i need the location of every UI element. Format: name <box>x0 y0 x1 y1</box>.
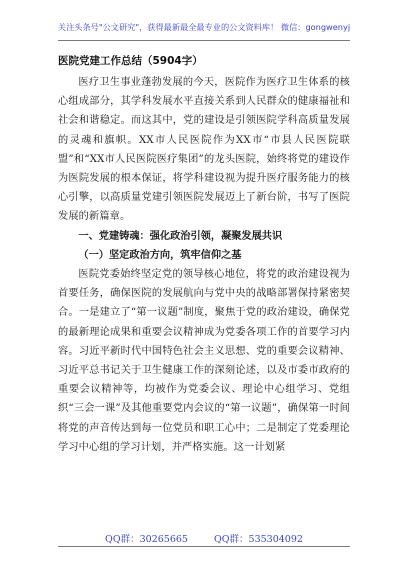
footer-contacts <box>0 531 408 545</box>
subsection-paragraph: 医院党委始终坚定党的领导核心地位，将党的政治建设视为首要任务，确保医院的发展航向与党中央的战略部署保持紧密契合。一是建立了“第一议题”制度，聚焦于党的政治建设，确保党的最新理论成果和重要会议精神成为党委各项工作的首要学习内容。习近平新时代中国特色社会主义思想、党的重要会议精神、习近平总书记关于卫生健康工作的深刻论述，以及市委市政府的重要会议精神等，均被作为党委会议、理论中心组学习、党组织“三会一课”及其他重要党内会议的“第一议题”，确保第一时间将党的声音传达到每一位党员和职工心中；二是制定了党委理论学习中心组的学习计划，并严格实施。这一计划紧 <box>58 269 350 453</box>
footer-qq-group-1: QQ群：30265665 <box>105 534 188 545</box>
header-notice: 关注头条号"公文研究"，获得最新最全最专业的公文资料库！ 微信：gongwenyj <box>57 22 351 32</box>
subsection-heading: （一）坚定政治方向，筑牢信仰之基 <box>78 249 242 261</box>
footer-divider <box>58 546 350 547</box>
section-heading: 一、党建铸魂：强化政治引领，凝聚发展共识 <box>78 230 283 242</box>
intro-paragraph: 医疗卫生事业蓬勃发展的今天，医院作为医疗卫生体系的核心组成部分，其学科发展水平直接关系到人民群众的健康福祉和社会和谐稳定。而这其中，党的建设是引领医院学科高质量发展的灵魂和旗帜。XX市人民医院作为XX市“市县人民医院联盟”和“XX市人民医院医疗集团”的龙头医院，始终将党的建设作为医院发展的根本保证，将学科建设视为提升医疗服务能力的核心引擎，以高质量党建引领医院发展迈上了新台阶，书写了医院发展的新篇章。 <box>58 77 350 223</box>
header-divider <box>58 40 350 41</box>
document-title: 医院党建工作总结（5904字） <box>58 55 203 67</box>
document-body <box>58 73 350 457</box>
footer-qq-group-2: QQ群：535304092 <box>213 534 303 545</box>
